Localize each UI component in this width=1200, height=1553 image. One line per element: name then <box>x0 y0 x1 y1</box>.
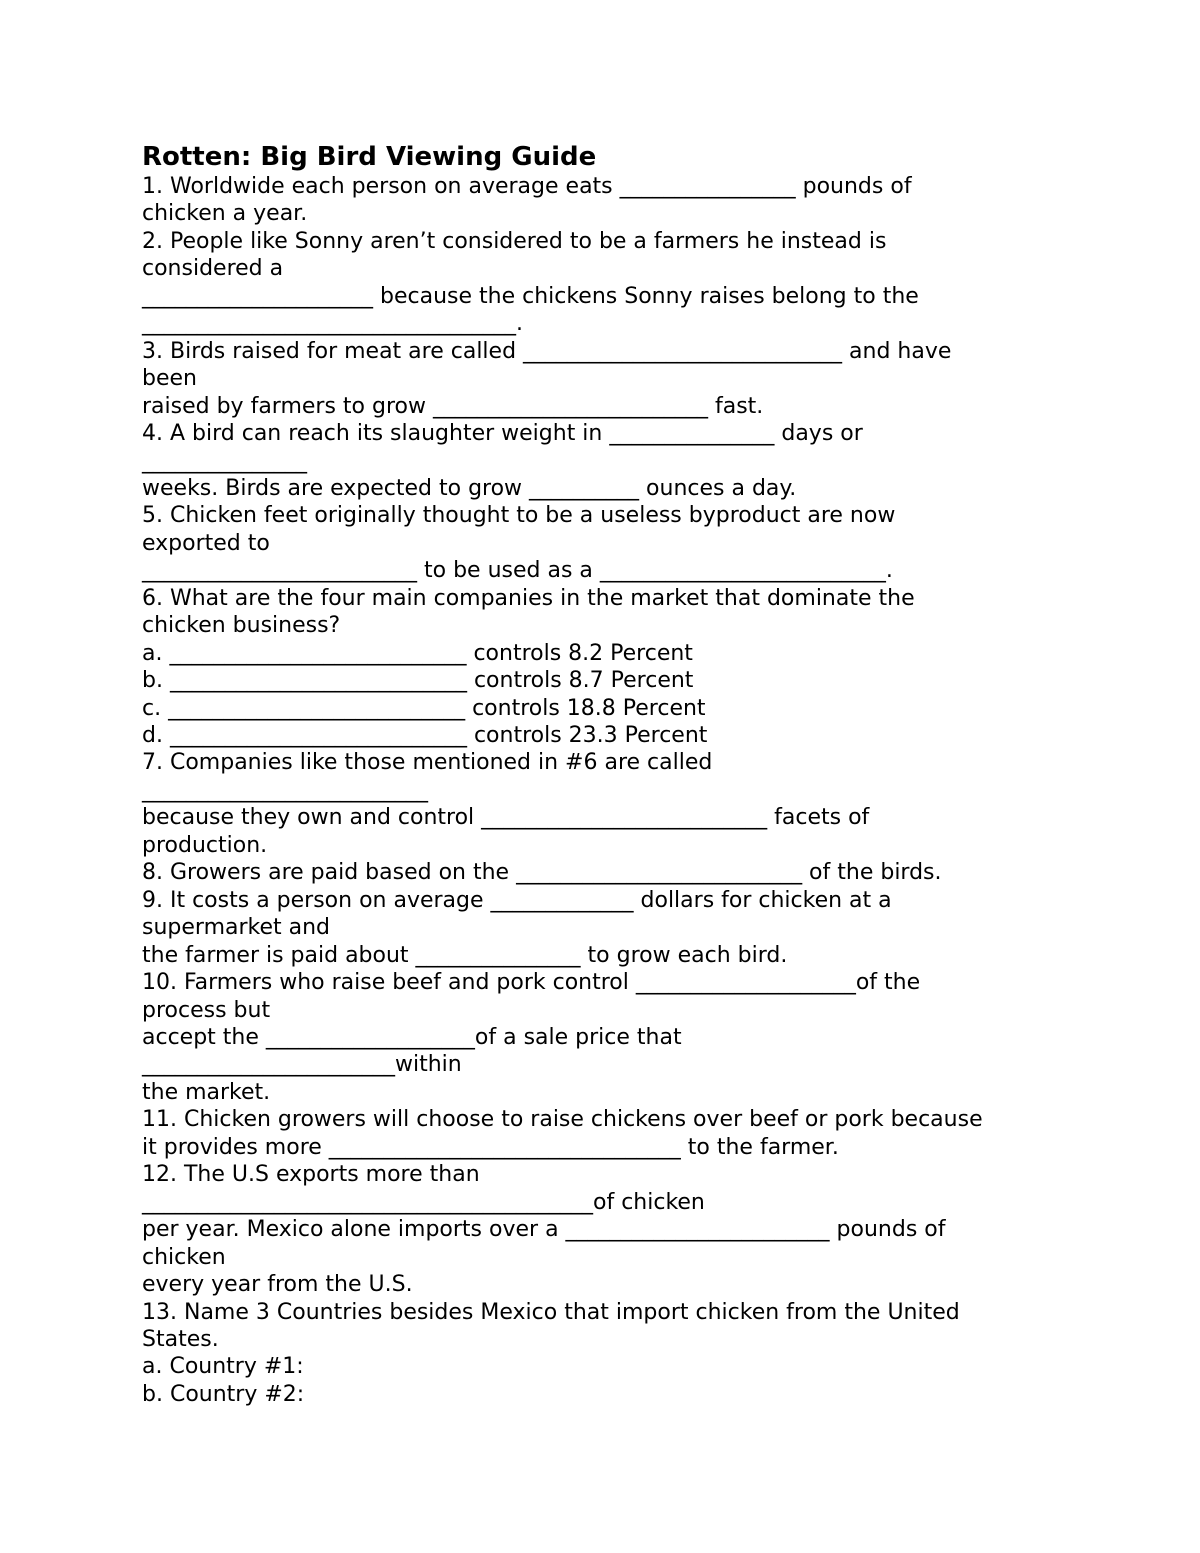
worksheet-line: 11. Chicken growers will choose to raise chickens over beef or pork because <box>142 1107 983 1133</box>
worksheet-line: 10. Farmers who raise beef and pork control ____________________of the <box>142 970 921 995</box>
worksheet-line: 12. The U.S exports more than <box>142 1162 480 1188</box>
page-title: Rotten: Big Bird Viewing Guide <box>142 142 597 172</box>
worksheet-line: every year from the U.S. <box>142 1272 413 1297</box>
worksheet-line: supermarket and <box>142 915 331 941</box>
worksheet-line: considered a <box>142 256 284 282</box>
worksheet-line: a. ___________________________ controls 8.2 Percent <box>142 640 693 666</box>
worksheet-line: chicken a year. <box>142 201 308 227</box>
worksheet-line: because they own and control __________________________ facets of <box>142 805 870 831</box>
worksheet-line: States. <box>142 1326 219 1352</box>
worksheet-line: a. Country #1: <box>142 1354 304 1380</box>
worksheet-line: _______________________within <box>142 1052 462 1078</box>
worksheet-line: 4. A bird can reach its slaughter weight in _______________ days or <box>142 421 863 446</box>
worksheet-line: 1. Worldwide each person on average eats ________________ pounds of <box>142 174 912 199</box>
worksheet-line: per year. Mexico alone imports over a ________________________ pounds of <box>142 1217 946 1243</box>
worksheet-line: _______________ <box>142 448 307 474</box>
worksheet-line: 6. What are the four main companies in the market that dominate the <box>142 585 915 611</box>
worksheet-line: 7. Companies like those mentioned in #6 are called <box>142 750 713 776</box>
worksheet-line: 5. Chicken feet originally thought to be a useless byproduct are now <box>142 503 896 529</box>
worksheet-line: 3. Birds raised for meat are called _____________________________ and have <box>142 338 952 364</box>
worksheet-line: 2. People like Sonny aren’t considered to be a farmers he instead is <box>142 228 887 254</box>
worksheet-line: production. <box>142 832 268 858</box>
worksheet-line: _____________________ because the chickens Sonny raises belong to the <box>142 283 919 309</box>
worksheet-line: exported to <box>142 530 270 556</box>
worksheet-line: process but <box>142 997 271 1023</box>
worksheet-line: 13. Name 3 Countries besides Mexico that import chicken from the United <box>142 1299 960 1325</box>
worksheet-line: _________________________________________of chicken <box>142 1189 705 1215</box>
worksheet-line: _________________________ to be used as a __________________________. <box>142 558 893 584</box>
worksheet-line: c. ___________________________ controls 18.8 Percent <box>142 695 706 721</box>
worksheet-line: __________________________ <box>142 777 428 803</box>
worksheet-line: raised by farmers to grow _________________________ fast. <box>142 393 764 419</box>
worksheet-line: weeks. Birds are expected to grow __________ ounces a day. <box>142 475 797 501</box>
worksheet-line: 9. It costs a person on average _____________ dollars for chicken at a <box>142 887 892 913</box>
worksheet-line: accept the ___________________of a sale price that <box>142 1024 682 1050</box>
worksheet-line: the market. <box>142 1079 271 1105</box>
worksheet-line: chicken business? <box>142 613 341 639</box>
worksheet-line: the farmer is paid about _______________ to grow each bird. <box>142 942 788 968</box>
worksheet-line: been <box>142 366 197 392</box>
worksheet-line: 8. Growers are paid based on the __________________________ of the birds. <box>142 860 942 886</box>
worksheet-line: b. Country #2: <box>142 1381 305 1407</box>
worksheet-line: __________________________________. <box>142 311 523 337</box>
worksheet-line: d. ___________________________ controls 23.3 Percent <box>142 723 708 748</box>
worksheet-line: chicken <box>142 1244 226 1270</box>
worksheet-line: b. ___________________________ controls 8.7 Percent <box>142 668 694 694</box>
worksheet-line: it provides more ________________________________ to the farmer. <box>142 1134 839 1160</box>
